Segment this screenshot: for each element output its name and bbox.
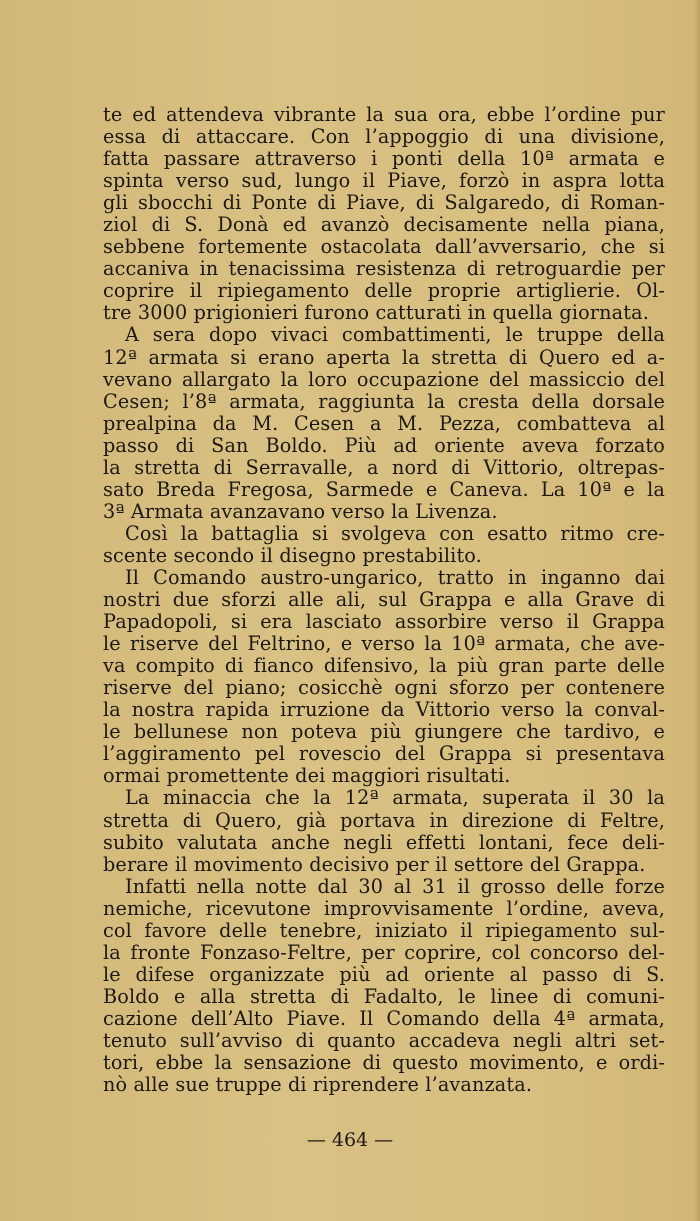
text-line: 3ª Armata avanzavano verso la Livenza.	[103, 499, 498, 523]
text-line: Boldo e alla stretta di Fadalto, le linee di comuni-	[103, 984, 665, 1008]
text-line: 12ª armata si erano aperta la stretta di Quero ed a-	[103, 345, 665, 369]
text-line: ormai promettente dei maggiori risultati.	[103, 764, 511, 788]
text-line: vevano allargato la loro occupazione del massiccio del	[103, 367, 665, 391]
text-line: Infatti nella notte dal 30 al 31 il grosso delle forze	[125, 874, 665, 898]
page-edge-shadow	[694, 0, 700, 1221]
text-line: sebbene fortemente ostacolata dall’avversario, che si	[103, 235, 665, 259]
text-line: scente secondo il disegno prestabilito.	[103, 543, 482, 567]
text-line: nostri due sforzi alle ali, sul Grappa e alla Grave di	[103, 588, 665, 612]
text-line: A sera dopo vivaci combattimenti, le truppe della	[125, 323, 665, 347]
text-line: Cesen; l’8ª armata, raggiunta la cresta della dorsale	[103, 389, 665, 413]
text-line: te ed attendeva vibrante la sua ora, ebbe l’ordine pur	[103, 103, 665, 126]
text-line: va compito di fianco difensivo, la più gran parte delle	[103, 654, 665, 678]
text-line: essa di attaccare. Con l’appoggio di una divisione,	[103, 125, 665, 149]
text-line: col favore delle tenebre, iniziato il ripiegamento sul-	[103, 918, 665, 942]
text-line: Il Comando austro-ungarico, tratto in inganno dai	[125, 565, 665, 589]
body-text	[103, 104, 665, 1096]
text-line: sato Breda Fregosa, Sarmede e Caneva. La 10ª e la	[103, 477, 665, 501]
text-line: le bellunese non poteva più giungere che tardivo, e	[103, 720, 665, 744]
text-line: riserve del piano; cosicchè ogni sforzo per contenere	[103, 676, 665, 700]
page-number: — 464 —	[306, 1129, 394, 1151]
text-line: l’aggiramento pel rovescio del Grappa si presentava	[103, 742, 665, 766]
text-line: tre 3000 prigionieri furono catturati in quella giornata.	[103, 301, 649, 325]
text-line: tenuto sull’avviso di quanto accadeva negli altri set-	[103, 1028, 665, 1052]
text-line: fatta passare attraverso i ponti della 10ª armata e	[103, 147, 665, 171]
text-line: accaniva in tenacissima resistenza di retroguardie per	[103, 257, 665, 281]
text-line: ziol di S. Donà ed avanzò decisamente nella piana,	[103, 213, 665, 237]
text-line: coprire il ripiegamento delle proprie artiglierie. Ol-	[103, 279, 665, 303]
text-line: gli sbocchi di Ponte di Piave, di Salgaredo, di Roman-	[103, 191, 665, 215]
text-line: spinta verso sud, lungo il Piave, forzò in aspra lotta	[103, 169, 665, 193]
text-line: tori, ebbe la sensazione di questo movimento, e ordi-	[103, 1051, 665, 1075]
text-line: prealpina da M. Cesen a M. Pezza, combatteva al	[103, 411, 665, 435]
text-line: berare il movimento decisivo per il settore del Grappa.	[103, 852, 646, 876]
text-line: le difese organizzate più ad oriente al passo di S.	[103, 962, 665, 986]
text-line: la fronte Fonzaso-Feltre, per coprire, col concorso del-	[103, 940, 665, 964]
text-line: nò alle sue truppe di riprendere l’avanzata.	[103, 1073, 533, 1097]
text-line: passo di San Boldo. Più ad oriente aveva forzato	[103, 433, 665, 457]
text-line: la nostra rapida irruzione da Vittorio verso la conval-	[103, 698, 665, 722]
text-line: la stretta di Serravalle, a nord di Vittorio, oltrepas-	[103, 455, 665, 479]
text-line: stretta di Quero, già portava in direzione di Feltre,	[103, 808, 665, 832]
text-line: nemiche, ricevutone improvvisamente l’ordine, aveva,	[103, 896, 665, 920]
text-line: cazione dell’Alto Piave. Il Comando della 4ª armata,	[103, 1006, 665, 1030]
text-line: le riserve del Feltrino, e verso la 10ª armata, che ave-	[103, 632, 665, 656]
text-line: subito valutata anche negli effetti lontani, fece deli-	[103, 830, 665, 854]
text-line: Papadopoli, si era lasciato assorbire verso il Grappa	[103, 610, 665, 634]
text-line: Così la battaglia si svolgeva con esatto ritmo cre-	[125, 521, 665, 545]
text-line: La minaccia che la 12ª armata, superata il 30 la	[125, 786, 665, 810]
